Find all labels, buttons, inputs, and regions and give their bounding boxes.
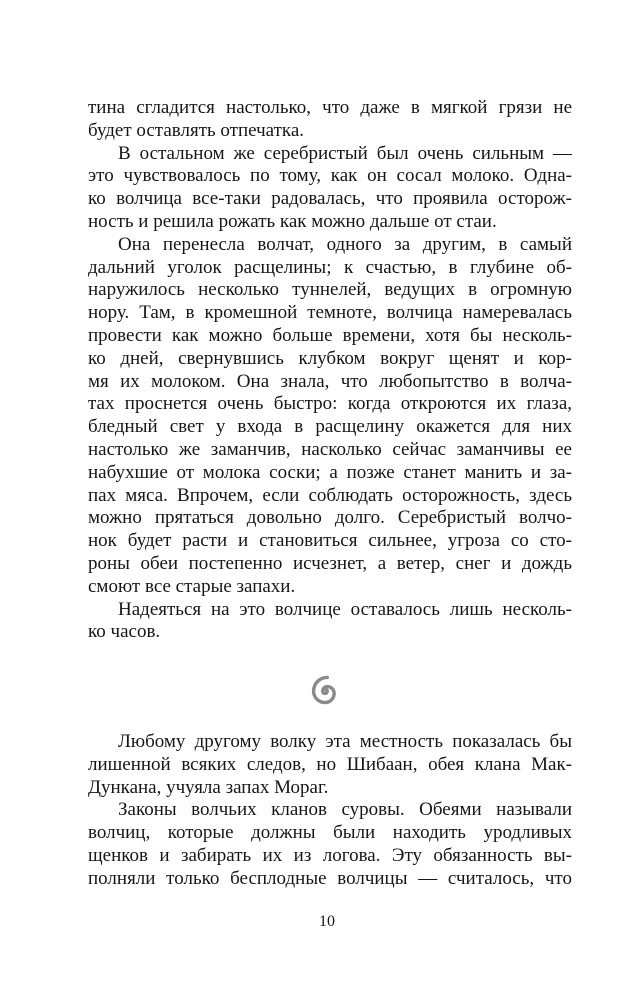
text-line: полняли только бесплодные волчицы — считалось, что bbox=[88, 867, 572, 889]
text-line: В остальном же серебристый был очень сильным — bbox=[118, 142, 572, 164]
text-section bbox=[88, 731, 572, 891]
spiral-ornament-icon bbox=[310, 674, 340, 706]
text-line: можно прятаться довольно долго. Серебристый волчо- bbox=[88, 507, 572, 529]
text-line: это чувствовалось по тому, как он сосал молоко. Одна- bbox=[88, 165, 572, 187]
paragraph bbox=[88, 234, 572, 599]
text-line: дальний уголок расщелины; к счастью, в глубине об- bbox=[88, 256, 572, 278]
text-line: ко дней, свернувшись клубком вокруг щенят и кор- bbox=[88, 347, 572, 369]
text-line: Любому другому волку эта местность показалась бы bbox=[118, 731, 572, 752]
text-line: Законы волчьих кланов суровы. Обеями называли bbox=[118, 799, 572, 821]
paragraph bbox=[88, 143, 572, 234]
paragraph bbox=[88, 599, 572, 645]
spiral-ornament-stroke bbox=[314, 677, 335, 702]
text-line: тина сгладится настолько, что даже в мягкой грязи не bbox=[88, 97, 572, 118]
text-line: бледный свет у входа в расщелину окажется для них bbox=[88, 416, 572, 438]
text-line: тах проснется очень быстро: когда откроются их глаза, bbox=[88, 393, 572, 415]
text-line: смоют все старые запахи. bbox=[88, 575, 296, 597]
text-line: набухшие от молока соски; а позже станет манить и за- bbox=[88, 461, 572, 483]
text-line: ко часов. bbox=[88, 621, 161, 643]
paragraph bbox=[88, 97, 572, 143]
text-line: роны обеи постепенно исчезнет, а ветер, снег и дождь bbox=[88, 552, 572, 574]
text-line: провести как можно больше времени, хотя бы несколь- bbox=[88, 324, 572, 346]
text-line: щенков и забирать их из логова. Эту обязанность вы- bbox=[88, 844, 572, 866]
text-line: волчиц, которые должны были находить уродливых bbox=[88, 822, 572, 844]
text-line: мя их молоком. Она знала, что любопытство в волча- bbox=[88, 370, 572, 392]
text-line: настолько же заманчив, насколько сейчас заманчивы ее bbox=[88, 438, 572, 460]
text-line: Она перенесла волчат, одного за другим, в самый bbox=[118, 233, 572, 255]
text-section bbox=[88, 97, 572, 644]
text-line: лишенной всяких следов, но Шибаан, обея клана Мак- bbox=[88, 753, 572, 775]
text-line: пах мяса. Впрочем, если соблюдать осторожность, здесь bbox=[88, 484, 572, 506]
text-line: нору. Там, в кромешной темноте, волчица намеревалась bbox=[88, 302, 572, 324]
text-line: наружилось несколько туннелей, ведущих в огромную bbox=[88, 279, 572, 301]
text-line: нок будет расти и становиться сильнее, угроза со сто- bbox=[88, 530, 572, 552]
text-line: Дункана, учуяла запах Мораг. bbox=[88, 776, 329, 798]
text-line: ко волчица все-таки радовалась, что проявила осторож- bbox=[88, 188, 572, 210]
text-line: Надеяться на это волчице оставалось лишь несколь- bbox=[118, 598, 572, 620]
text-line: будет оставлять отпечатка. bbox=[88, 119, 305, 141]
page-number: 10 bbox=[319, 913, 335, 930]
text-line: ность и решила рожать как можно дальше от стаи. bbox=[88, 210, 497, 232]
paragraph bbox=[88, 799, 572, 890]
paragraph bbox=[88, 731, 572, 799]
